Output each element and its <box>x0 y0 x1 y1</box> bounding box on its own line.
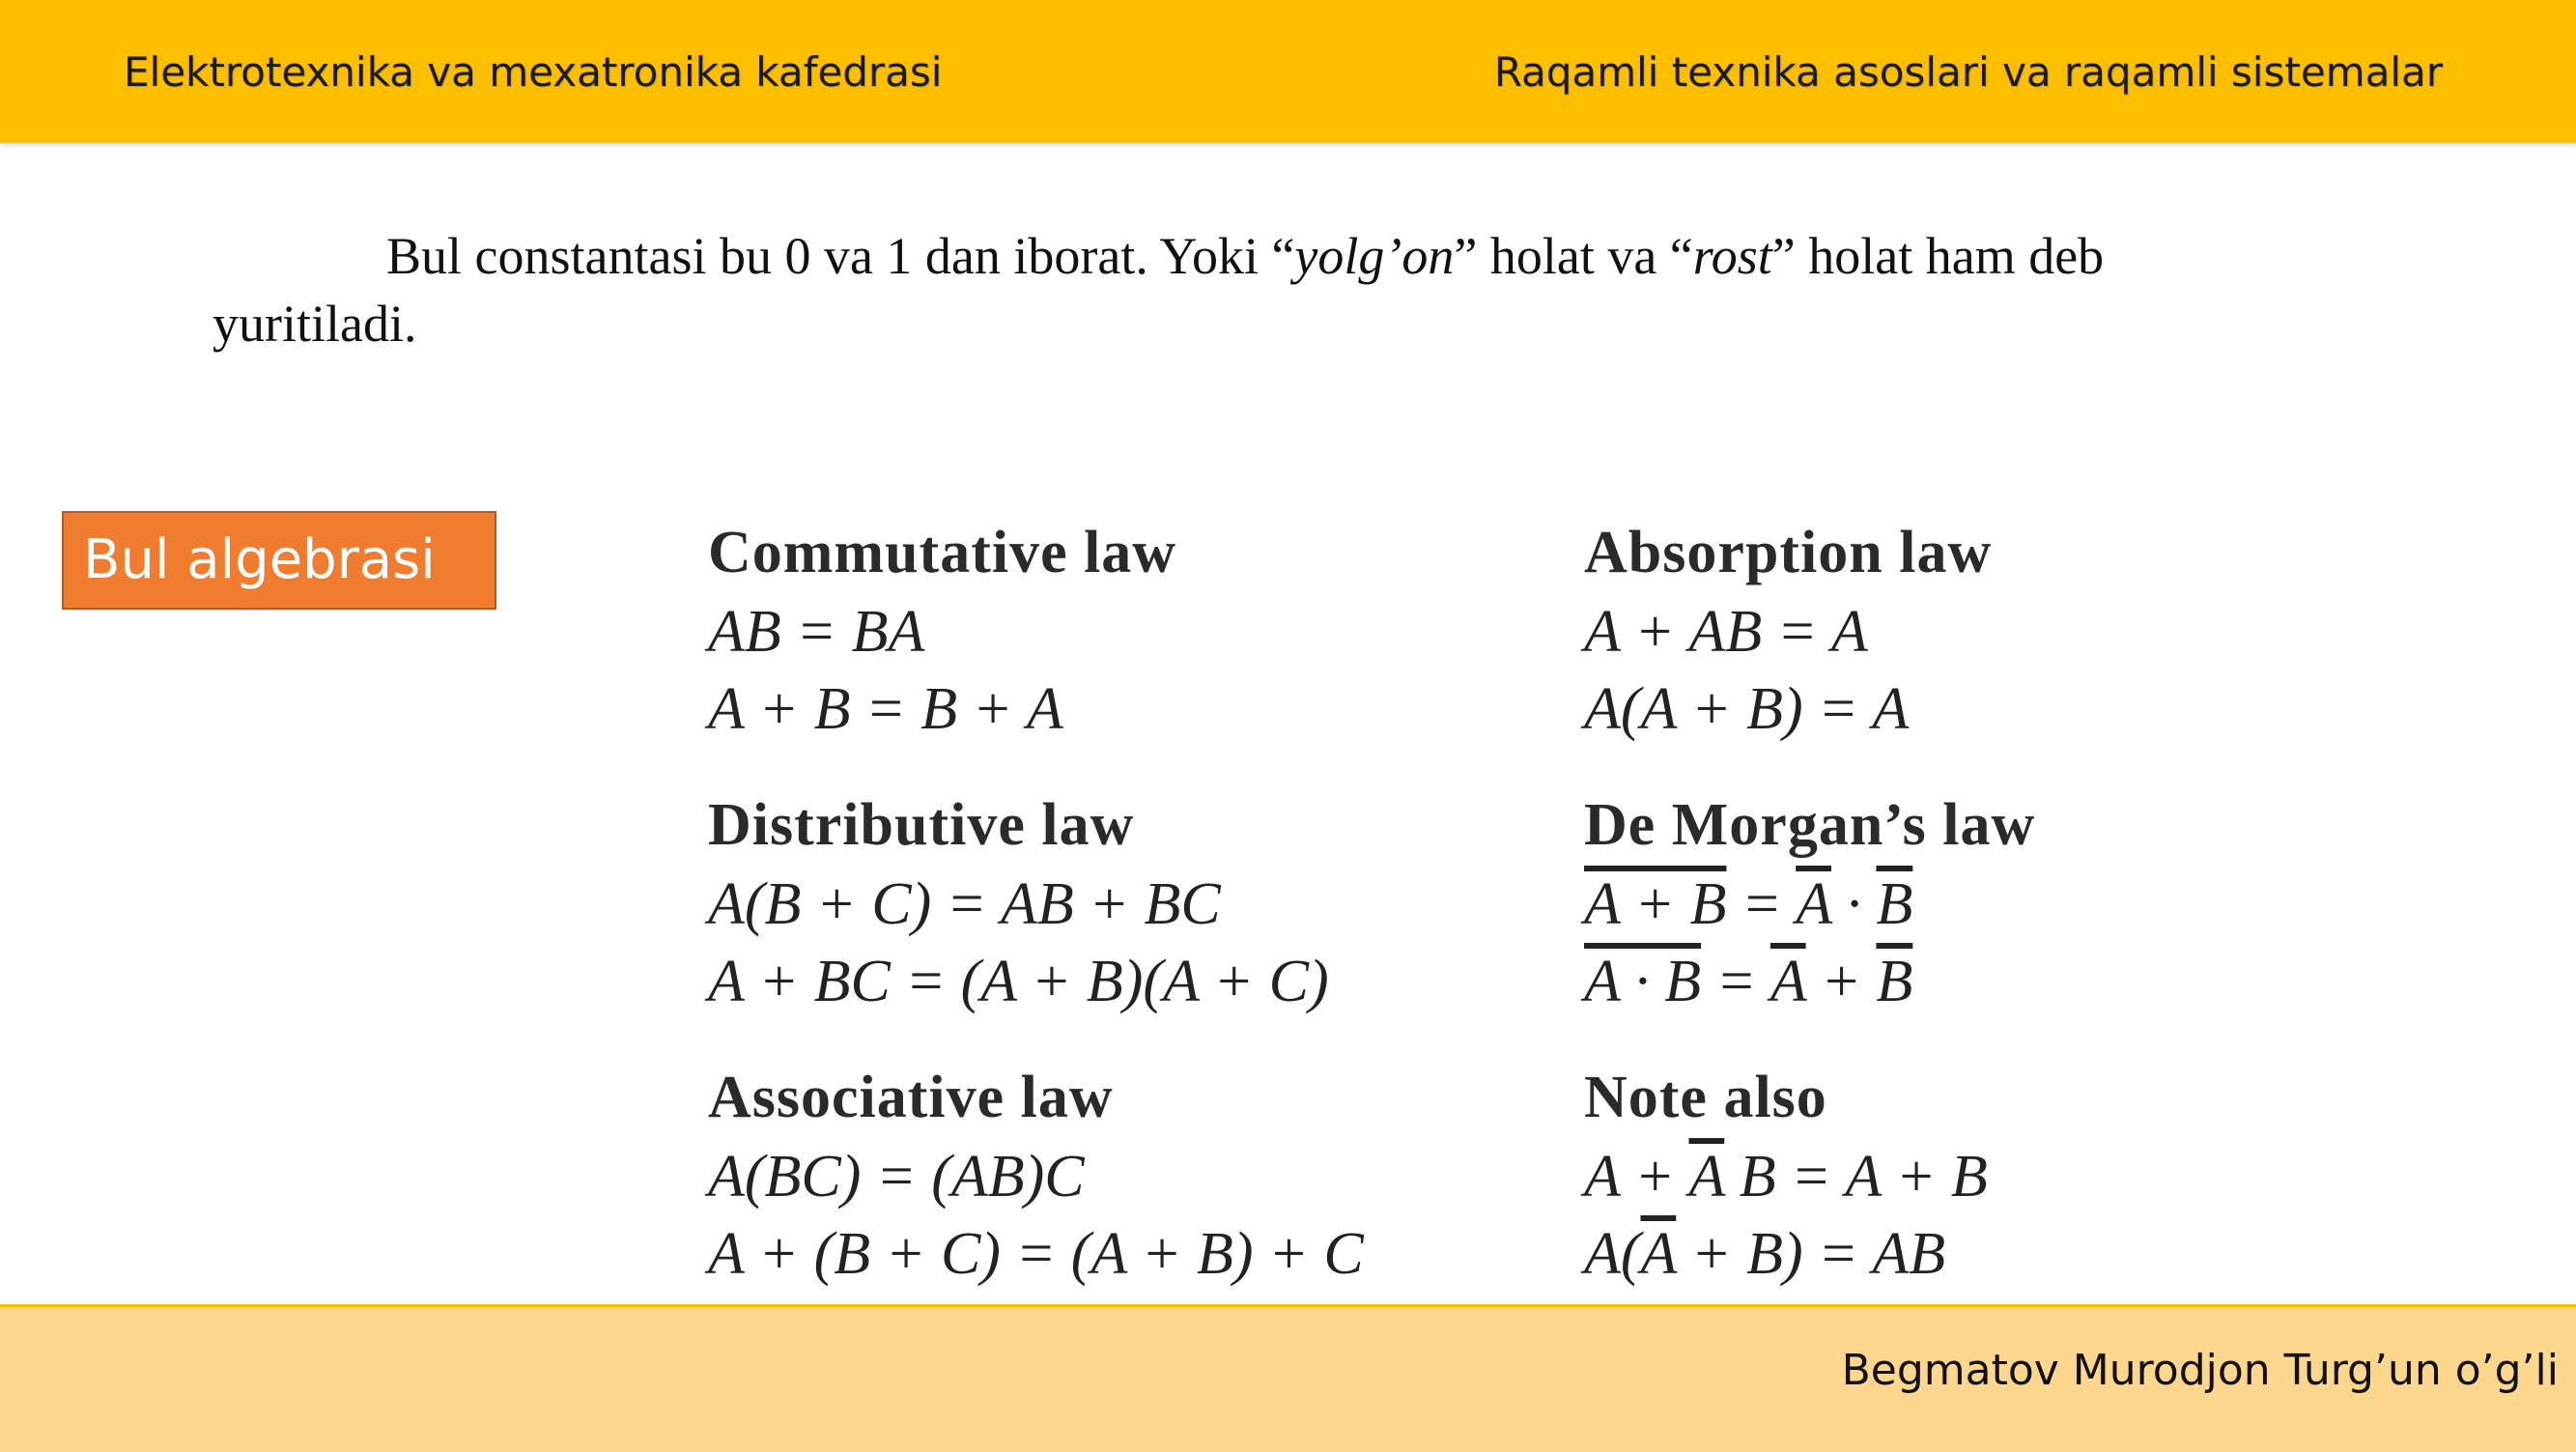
law-equation: A(B + C) = AB + BC <box>708 871 1221 937</box>
law-equation: $A \cdot B = \overline{A} + \overline{B}$ <box>1584 949 1913 1014</box>
law-equation: A(A + B) = A <box>1584 676 1910 742</box>
law-equation: $A(\overline{A} + B)$ = AB <box>1584 1221 1946 1287</box>
law-title: Distributive law <box>708 792 1135 858</box>
law-title: Associative law <box>708 1065 1114 1130</box>
law-equation: A + (B + C) = (A + B) + C <box>708 1221 1364 1287</box>
commutative-law <box>708 512 1364 748</box>
law-title: Commutative law <box>708 520 1177 585</box>
intro-paragraph: Bul constantasi bu 0 va 1 dan iborat. Yoki “yolg’on” holat va “rost” holat ham deb yuritiladi. <box>212 227 2105 353</box>
law-equation: A + B = B + A <box>708 676 1063 742</box>
author-name: Begmatov Murodjon Turg’un o’g’li <box>1841 1346 2559 1395</box>
law-equation: A + AB = A <box>1584 599 1868 665</box>
de-morgan-law <box>1584 784 2035 1020</box>
laws-right-column <box>1584 512 2035 1329</box>
law-equation: $A + B = \overline{A} \cdot \overline{B}$ <box>1584 871 1913 937</box>
associative-law <box>708 1057 1364 1293</box>
note-also <box>1584 1057 2035 1293</box>
laws-left-column <box>708 512 1364 1329</box>
law-equation: A + BC = (A + B)(A + C) <box>708 949 1329 1014</box>
course-title: Raqamli texnika asoslari va raqamli sistemalar <box>1493 48 2443 96</box>
law-title: Note also <box>1584 1065 1827 1130</box>
law-equation: $A + \overline{A}$ B = A + B <box>1584 1144 1988 1210</box>
section-label: Bul algebrasi <box>62 511 496 610</box>
distributive-law <box>708 784 1364 1020</box>
law-title: De Morgan’s law <box>1584 792 2036 858</box>
law-equation: AB = BA <box>708 599 925 665</box>
absorption-law <box>1584 512 2035 748</box>
law-equation: A(BC) = (AB)C <box>708 1144 1085 1210</box>
law-title: Absorption law <box>1584 520 1993 585</box>
department-title: Elektrotexnika va mexatronika kafedrasi <box>124 48 943 96</box>
